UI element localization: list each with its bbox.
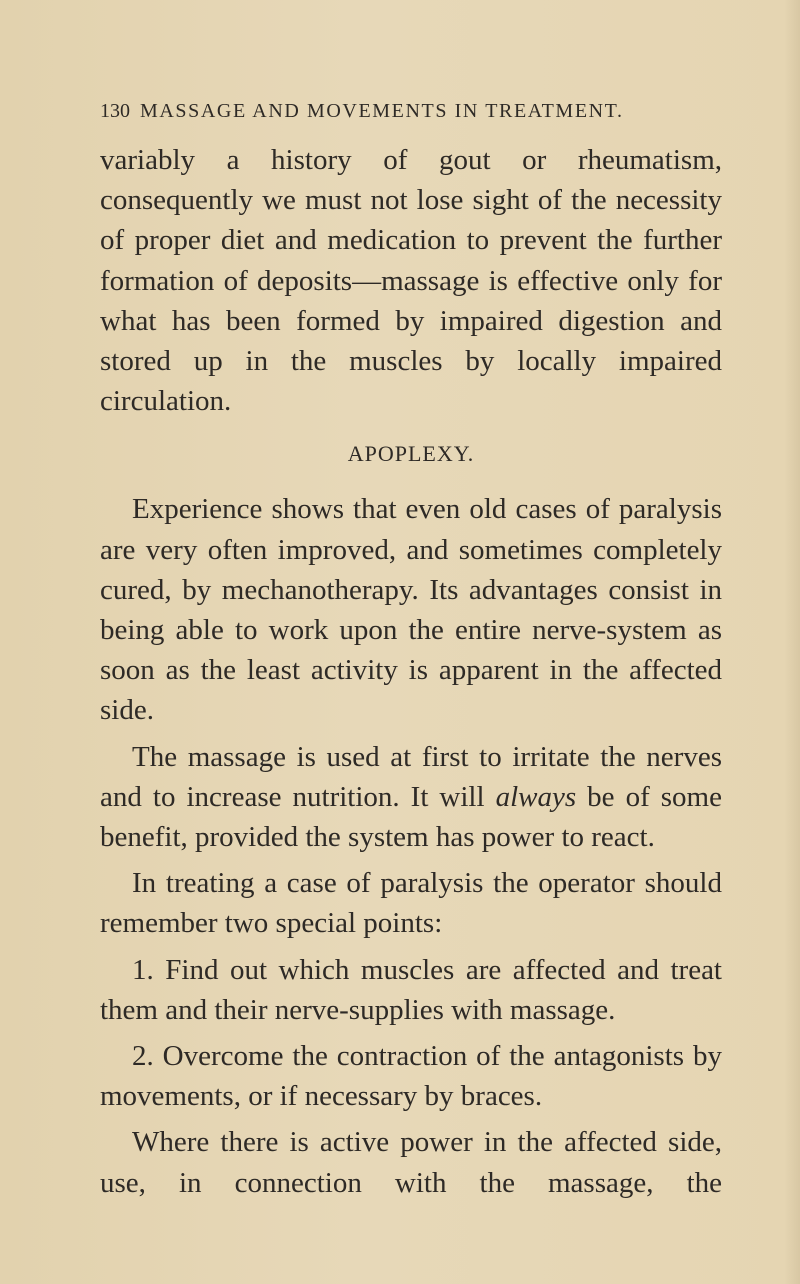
paragraph-massage-end: be of some benefit, provided the system has power to react. [100,780,722,854]
paragraph-treating: In treating a case of paralysis the operator should remember two special points: [100,867,722,940]
paragraph-massage [100,737,722,858]
list-item-2: 2. Overcome the contraction of the antagonists by movements, or if necessary by braces. [100,1040,722,1113]
page-header [100,100,660,136]
paragraph-active-power: Where there is active power in the affected side, use, in connection with the massage, the [100,1126,722,1199]
section-heading: APOPLEXY. [347,441,475,467]
running-head: MASSAGE AND MOVEMENTS IN TREATMENT. [140,100,624,122]
body-text [100,140,722,1203]
paragraph-continued: variably a history of gout or rheumatism, consequently we must not lose sight of the necessity of proper diet and medication to prevent the further formation of deposits—massage is effective only for what has been formed by impaired digestion and stored up in the muscles by locally impaired circulation. [100,144,722,418]
page-edge-shadow [784,0,800,1284]
paragraph-massage-start: The massage is used at first to irritate the nerves and to increase nutrition. It will [100,740,722,813]
page-number: 130 [100,100,130,122]
list-item-1: 1. Find out which muscles are affected and treat them and their nerve-supplies with massage. [100,953,722,1026]
emphasis-always: always [495,780,577,813]
paragraph-experience: Experience shows that even old cases of paralysis are very often improved, and sometimes completely cured, by mechanotherapy. Its advantages consist in being able to work upon the entire nerve-system as soon as the least activity is apparent in the affected side. [100,493,722,727]
